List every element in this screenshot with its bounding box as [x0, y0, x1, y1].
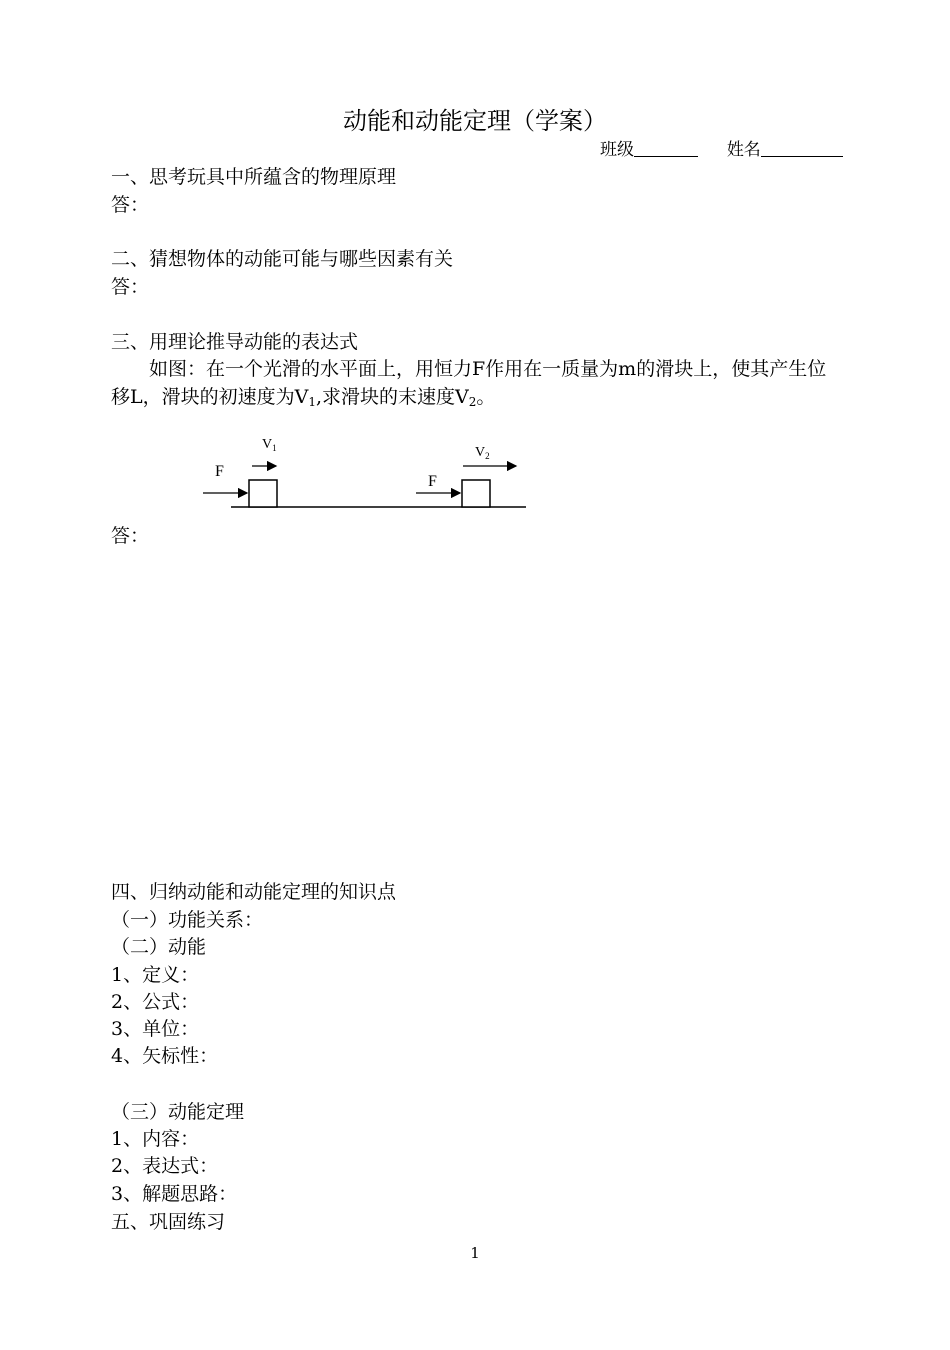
- kinetic-energy-formula: 2、公式：: [111, 991, 200, 1013]
- section-4-part-3: （三）动能定理: [111, 1101, 245, 1123]
- section-3-problem-line-1: 如图：在一个光滑的水平面上，用恒力F作用在一质量为m的滑块上，使其产生位: [111, 358, 827, 380]
- force-label-left: F: [215, 463, 224, 480]
- class-blank: [634, 140, 698, 157]
- block-final: [462, 480, 490, 507]
- section-3-heading: 三、用理论推导动能的表达式: [111, 331, 359, 353]
- section-5-heading: 五、巩固练习: [111, 1211, 226, 1233]
- kinetic-energy-unit: 3、单位：: [111, 1018, 200, 1040]
- section-2-answer: 答：: [111, 276, 150, 298]
- class-name-line: [600, 138, 843, 162]
- section-4-part-1: （一）功能关系：: [111, 909, 264, 931]
- page-title: 动能和动能定理（学案）: [343, 107, 607, 135]
- force-label-right: F: [428, 473, 437, 490]
- name-blank: [761, 140, 843, 157]
- v1-label: $V_1$: [262, 437, 277, 453]
- section-3-problem-line-2: 移L，滑块的初速度为$V_1$,求滑块的末速度$V_2$。: [111, 386, 496, 409]
- section-4-heading: 四、归纳动能和动能定理的知识点: [111, 881, 397, 903]
- section-4-part-2: （二）动能: [111, 936, 207, 958]
- kinetic-energy-definition: 1、定义：: [111, 964, 200, 986]
- section-2-heading: 二、猜想物体的动能可能与哪些因素有关: [111, 248, 454, 270]
- sliding-block-diagram: [195, 430, 535, 520]
- theorem-solving-approach: 3、解题思路：: [111, 1183, 238, 1205]
- page-number: 1: [470, 1244, 480, 1262]
- name-label: 姓名: [726, 140, 761, 160]
- v2-label: $V_2$: [475, 445, 490, 461]
- section-1-answer: 答：: [111, 194, 150, 216]
- kinetic-energy-vector-scalar: 4、矢标性：: [111, 1045, 219, 1067]
- block-initial: [249, 480, 277, 507]
- section-1-heading: 一、思考玩具中所蕴含的物理原理: [111, 166, 397, 188]
- section-3-answer: 答：: [111, 525, 150, 547]
- theorem-content: 1、内容：: [111, 1128, 200, 1150]
- theorem-expression: 2、表达式：: [111, 1155, 219, 1177]
- class-label: 班级: [600, 140, 634, 160]
